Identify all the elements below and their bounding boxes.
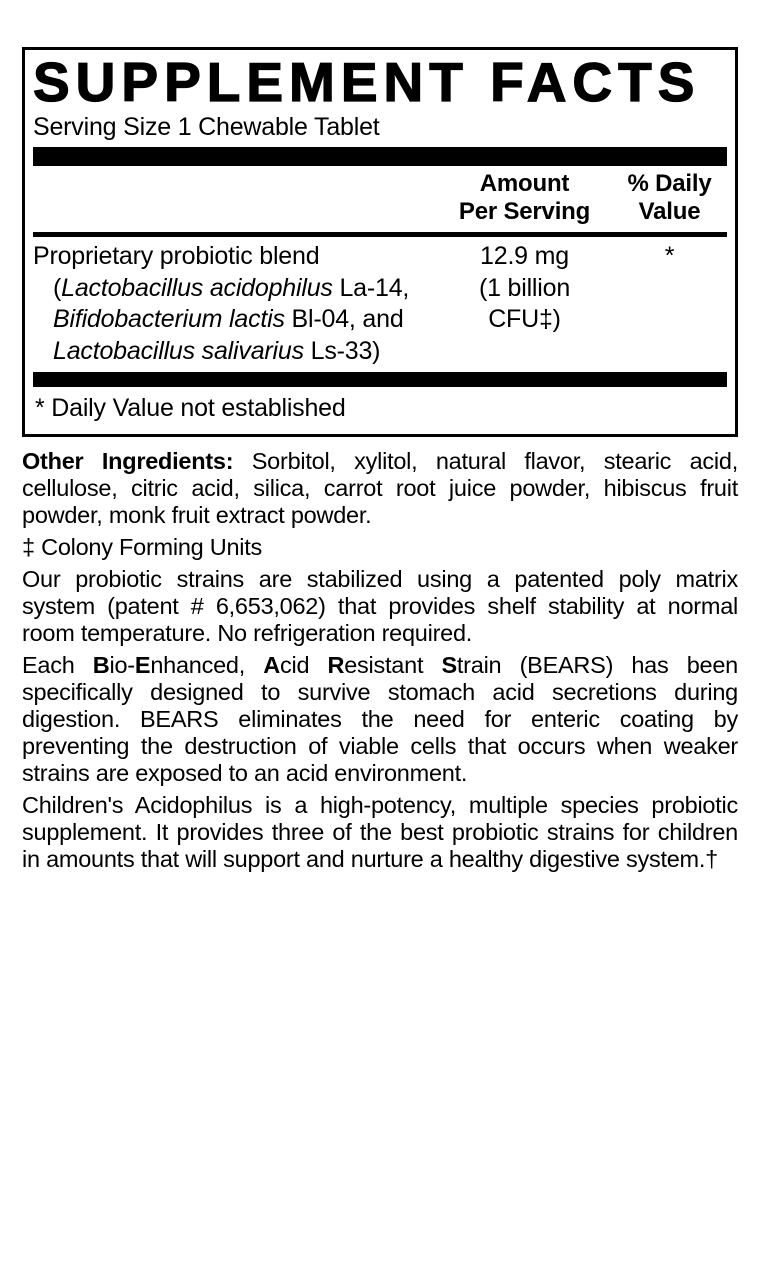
blend-name: Proprietary probiotic blend [33,242,320,270]
bears-paragraph: Each Bio-Enhanced, Acid Resistant Strain (BEARS) has been specifically designed to survive stomach acid secretions during digestion. BEARS eliminates the need for enteric coating by preventing the destruction of viable cells that occurs when weaker strains are exposed to an acid environment. [22,652,738,786]
header-amount-per-serving [437,170,612,226]
header-spacer [33,170,437,226]
other-ingredients-paragraph [22,448,738,529]
header-amount-line1: Amount [479,170,570,197]
supplement-facts-panel [22,47,738,437]
header-percent-daily-value [612,170,727,226]
divider-medium [33,232,727,237]
panel-title: SUPPLEMENT FACTS [33,51,701,113]
amount-mg: 12.9 mg [480,242,569,270]
ingredient-name-cell [33,241,437,367]
daily-value-asterisk: * [664,242,675,270]
other-ingredients-label: Other Ingredients: [22,448,234,474]
header-dv-line1: % Daily [627,170,712,197]
table-header-row [33,170,727,226]
label-content [22,47,738,873]
amount-cfu-line1: (1 billion [478,273,571,302]
childrens-acidophilus-paragraph: Children's Acidophilus is a high-potency, multiple species probiotic supplement. It provides three of the best probiotic strains for children in amounts that will support and nurture a healthy digestive system.† [22,792,738,872]
ingredient-row [33,241,727,367]
divider-thick-bottom [33,372,727,387]
other-ingredients-list: Sorbitol, xylitol, natural flavor, stearic acid, cellulose, citric acid, silica, carrot root juice powder, hibiscus fruit powder, monk fruit extract powder. [22,448,738,528]
header-dv-line2: Value [638,198,701,225]
blend-strain-1: (Lactobacillus acidophilus La-14, [53,273,410,302]
cfu-footnote: ‡ Colony Forming Units [22,534,263,560]
daily-value-footnote: * Daily Value not established [35,394,346,422]
divider-thick-top [33,147,727,166]
amount-cfu-line2: CFU‡) [488,305,561,333]
serving-size: Serving Size 1 Chewable Tablet [33,113,380,141]
poly-matrix-paragraph: Our probiotic strains are stabilized using a patented poly matrix system (patent # 6,653,062) that provides shelf stability at normal room temperature. No refrigeration required. [22,566,738,646]
header-amount-line2: Per Serving [458,198,591,225]
blend-strain-3: Lactobacillus salivarius Ls-33) [53,336,381,365]
ingredient-amount-cell [437,241,612,367]
blend-strain-2: Bifidobacterium lactis Bl-04, and [53,305,404,333]
